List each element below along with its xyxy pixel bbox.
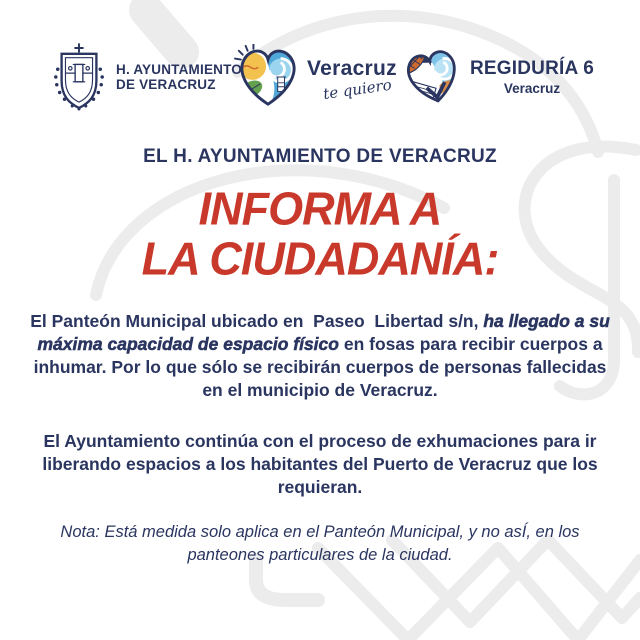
logo-regiduria-title: REGIDURÍA 6 (470, 58, 594, 79)
logo-regiduria-subtitle: Veracruz (503, 81, 561, 96)
paragraph-panteon (28, 310, 615, 402)
paragraph1-emphasis: ha llegado a su máxima capacidad de espacio físico (37, 311, 615, 354)
logo-regiduria (402, 44, 594, 110)
paragraph1-part2: en fosas para recibir cuerpos a inhumar. Por lo que sólo se recibirán cuerpos de personas fallecidas en el municipio de Veracruz. (33, 334, 612, 400)
logo-ayuntamiento-text (116, 62, 242, 92)
logo-regiduria-text (470, 58, 594, 96)
logo-veracruz-title: Veracruz (307, 56, 397, 80)
paragraph-exhumaciones: El Ayuntamiento continúa con el proceso de exhumaciones para ir liberando espacios a los habitantes del Puerto de Veracruz que los requieran. (42, 431, 603, 497)
announcement-headline (0, 184, 640, 284)
veracruz-heart-icon (234, 44, 302, 110)
logo-ayuntamiento (50, 42, 242, 112)
logo-ayuntamiento-line1: H. AYUNTAMIENTO (116, 61, 243, 77)
coat-of-arms-icon (50, 42, 108, 112)
headline-line2: LA CIUDADANÍA: (141, 231, 499, 285)
logo-veracruz-te-quiero (234, 44, 397, 110)
logo-veracruz-text (307, 56, 397, 103)
logo-veracruz-tagline: te quiero (322, 75, 393, 103)
note-text: Nota: Está medida solo aplica en el Panteón Municipal, y no asÍ, en los panteones particulares de la ciudad. (60, 523, 580, 564)
headline-line1: INFORMA A (198, 182, 442, 236)
regiduria-heart-icon (402, 44, 464, 110)
paragraph1-part1: El Panteón Municipal ubicado en Paseo Libertad s/n, (30, 311, 484, 331)
logo-ayuntamiento-line2: DE VERACRUZ (116, 77, 216, 92)
announcement-intro: EL H. AYUNTAMIENTO DE VERACRUZ (143, 146, 497, 167)
